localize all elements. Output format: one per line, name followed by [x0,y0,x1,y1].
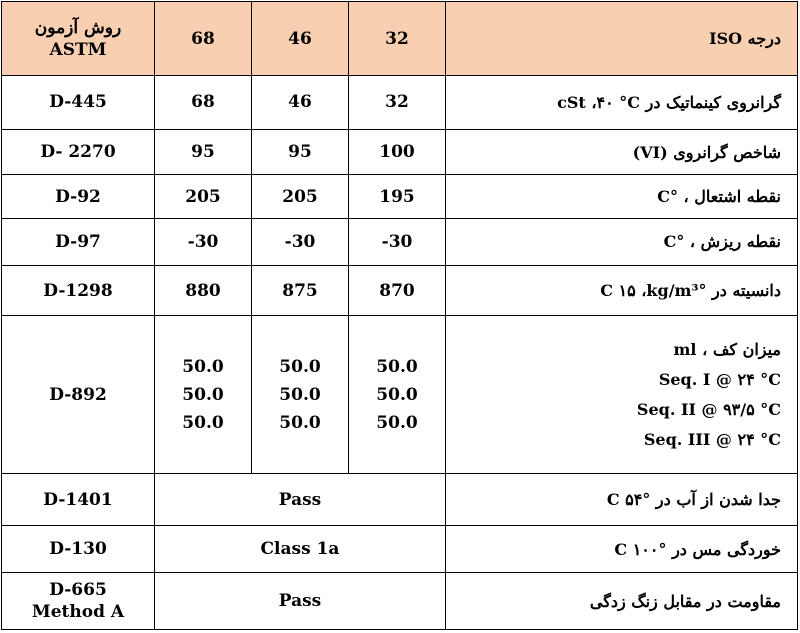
table-row [2,573,798,630]
foam-value: 50.0 [182,384,224,405]
value-cell: 95 [155,129,252,175]
foam-property-cell [446,316,798,473]
astm-method-cell: D- 2270 [2,129,155,175]
foam-value: 50.0 [279,412,321,433]
value-cell: 68 [155,76,252,130]
value-cell: 880 [155,265,252,316]
foam-value: 50.0 [182,356,224,377]
value-cell: 205 [252,175,349,219]
astm-method-cell: D-1401 [2,473,155,526]
astm-method-cell: D-97 [2,219,155,266]
value-cell: 870 [349,265,446,316]
table-row [2,219,798,266]
property-cell: نقطه ریزش ، °C [446,219,798,266]
header-row [2,2,798,76]
header-method-label: روش آزمون [34,17,122,38]
foam-values-32 [349,316,446,473]
property-cell: مقاومت در مقابل زنگ زدگی [446,573,798,630]
merged-value-cell: Pass [155,573,446,630]
property-cell: جدا شدن از آب در °C ۵۴ [446,473,798,526]
table-row [2,265,798,316]
foam-sequence-2: Seq. II @ ۹۳/۵ °C [636,399,781,419]
value-cell: 46 [252,76,349,130]
foam-sequence-3: Seq. III @ ۲۴ °C [643,429,781,449]
foam-value: 50.0 [376,384,418,405]
value-cell: -30 [252,219,349,266]
astm-method-cell: D-445 [2,76,155,130]
foam-value: 50.0 [376,356,418,377]
foam-value: 50.0 [279,356,321,377]
property-cell: شاخص گرانروی (VI) [446,129,798,175]
astm-method-line: Method A [31,602,125,623]
foam-values-68 [155,316,252,473]
astm-method-cell: D-1298 [2,265,155,316]
merged-value-cell: Pass [155,473,446,526]
table-row [2,526,798,573]
foam-value: 50.0 [182,412,224,433]
astm-method-cell: D-92 [2,175,155,219]
astm-method-cell [2,573,155,630]
header-astm-label: ASTM [49,39,107,60]
value-cell: 32 [349,76,446,130]
foam-sequence-1: Seq. I @ ۲۴ °C [658,369,781,389]
value-cell: -30 [349,219,446,266]
value-cell: -30 [155,219,252,266]
table-row [2,175,798,219]
table-row [2,473,798,526]
value-cell: 875 [252,265,349,316]
foam-value: 50.0 [279,384,321,405]
merged-value-cell: Class 1a [155,526,446,573]
table-row [2,129,798,175]
specification-table [1,1,798,630]
foam-property-title: میزان کف ، ml [673,339,781,359]
header-property-label: درجه ISO [446,2,798,76]
value-cell: 95 [252,129,349,175]
value-cell: 205 [155,175,252,219]
astm-method-cell: D-130 [2,526,155,573]
value-cell: 195 [349,175,446,219]
property-cell: خوردگی مس در °C ۱۰۰ [446,526,798,573]
foam-value: 50.0 [376,412,418,433]
property-cell: گرانروی کینماتیک در cSt ،۴۰ °C [446,76,798,130]
foam-row [2,316,798,473]
astm-method-cell: D-892 [2,316,155,473]
astm-method-line: D-665 [49,580,107,601]
header-method-cell [2,2,155,76]
property-cell: دانسیته در °C ۱۵ ،kg/m³ [446,265,798,316]
header-grade-68: 68 [155,2,252,76]
property-cell: نقطه اشتعال ، °C [446,175,798,219]
table-row [2,76,798,130]
value-cell: 100 [349,129,446,175]
foam-values-46 [252,316,349,473]
header-grade-32: 32 [349,2,446,76]
header-grade-46: 46 [252,2,349,76]
